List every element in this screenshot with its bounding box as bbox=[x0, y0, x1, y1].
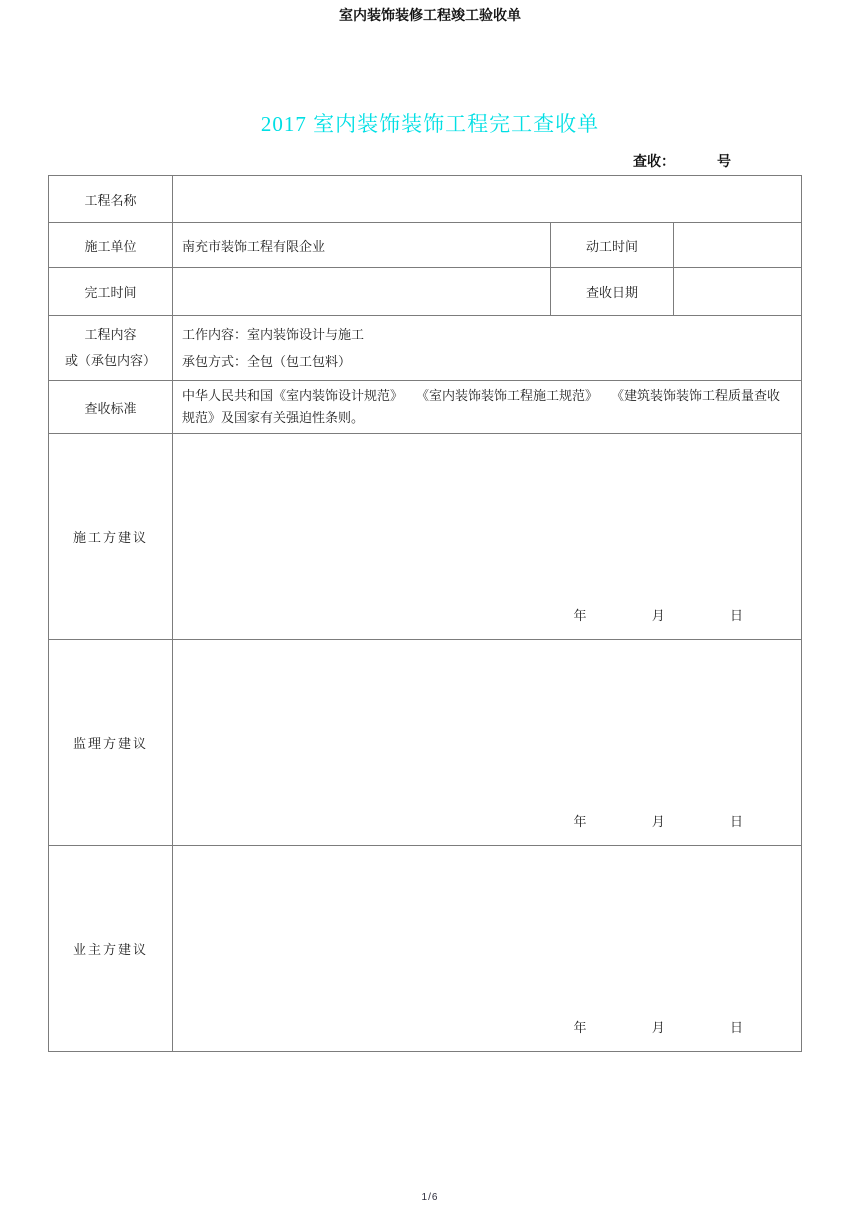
owner-opinion-area bbox=[173, 846, 802, 1052]
scope-label-line1: 工程内容 bbox=[84, 327, 137, 342]
standard-label: 查收标准 bbox=[49, 381, 173, 434]
scope-value bbox=[173, 316, 802, 381]
contractor-opinion-area bbox=[173, 434, 802, 640]
date-placeholder bbox=[573, 1017, 743, 1036]
project-name-value bbox=[173, 176, 802, 223]
date-day-label: 日 bbox=[730, 1020, 744, 1035]
acceptance-date-value bbox=[674, 268, 802, 316]
scope-content-line2: 承包方式：全包（包工包料） bbox=[182, 354, 352, 369]
date-day-label: 日 bbox=[730, 608, 744, 623]
table-row bbox=[49, 640, 802, 846]
acceptance-form-table bbox=[48, 175, 802, 1052]
scope-label bbox=[49, 316, 173, 381]
acceptance-number-line bbox=[48, 151, 801, 171]
date-month-label: 月 bbox=[651, 1020, 665, 1035]
date-year-label: 年 bbox=[573, 814, 587, 829]
finish-time-label: 完工时间 bbox=[49, 268, 173, 316]
supervisor-opinion-area bbox=[173, 640, 802, 846]
page-number: 1/6 bbox=[421, 1192, 439, 1203]
date-placeholder bbox=[573, 605, 743, 624]
scope-label-line2: 或（承包内容） bbox=[64, 353, 156, 368]
start-time-value bbox=[674, 223, 802, 268]
supervisor-opinion-label: 监理方建议 bbox=[49, 640, 173, 846]
document-header-title: 室内装饰装修工程竣工验收单 bbox=[339, 7, 521, 23]
date-month-label: 月 bbox=[651, 814, 665, 829]
contractor-opinion-label: 施工方建议 bbox=[49, 434, 173, 640]
date-day-label: 日 bbox=[730, 814, 744, 829]
contractor-label: 施工单位 bbox=[49, 223, 173, 268]
contractor-value: 南充市装饰工程有限企业 bbox=[173, 223, 551, 268]
table-row bbox=[49, 268, 802, 316]
table-row bbox=[49, 381, 802, 434]
table-row bbox=[49, 434, 802, 640]
page-title: 2017 室内装饰装饰工程完工查收单 bbox=[260, 112, 600, 136]
table-row bbox=[49, 846, 802, 1052]
date-placeholder bbox=[573, 811, 743, 830]
acceptance-number-label: 查收： bbox=[633, 155, 675, 170]
date-year-label: 年 bbox=[573, 1020, 587, 1035]
project-name-label: 工程名称 bbox=[49, 176, 173, 223]
acceptance-date-label: 查收日期 bbox=[551, 268, 674, 316]
table-row bbox=[49, 223, 802, 268]
finish-time-value bbox=[173, 268, 551, 316]
date-year-label: 年 bbox=[573, 608, 587, 623]
owner-opinion-label: 业主方建议 bbox=[49, 846, 173, 1052]
acceptance-number-suffix: 号 bbox=[717, 155, 731, 170]
date-month-label: 月 bbox=[651, 608, 665, 623]
start-time-label: 动工时间 bbox=[551, 223, 674, 268]
scope-content-line1: 工作内容：室内装饰设计与施工 bbox=[182, 327, 365, 342]
table-row bbox=[49, 176, 802, 223]
table-row bbox=[49, 316, 802, 381]
standard-text: 中华人民共和国《室内装饰设计规范》 《室内装饰装饰工程施工规范》 《建筑装饰装饰工程质量查收规范》及国家有关强迫性条则。 bbox=[173, 381, 802, 434]
